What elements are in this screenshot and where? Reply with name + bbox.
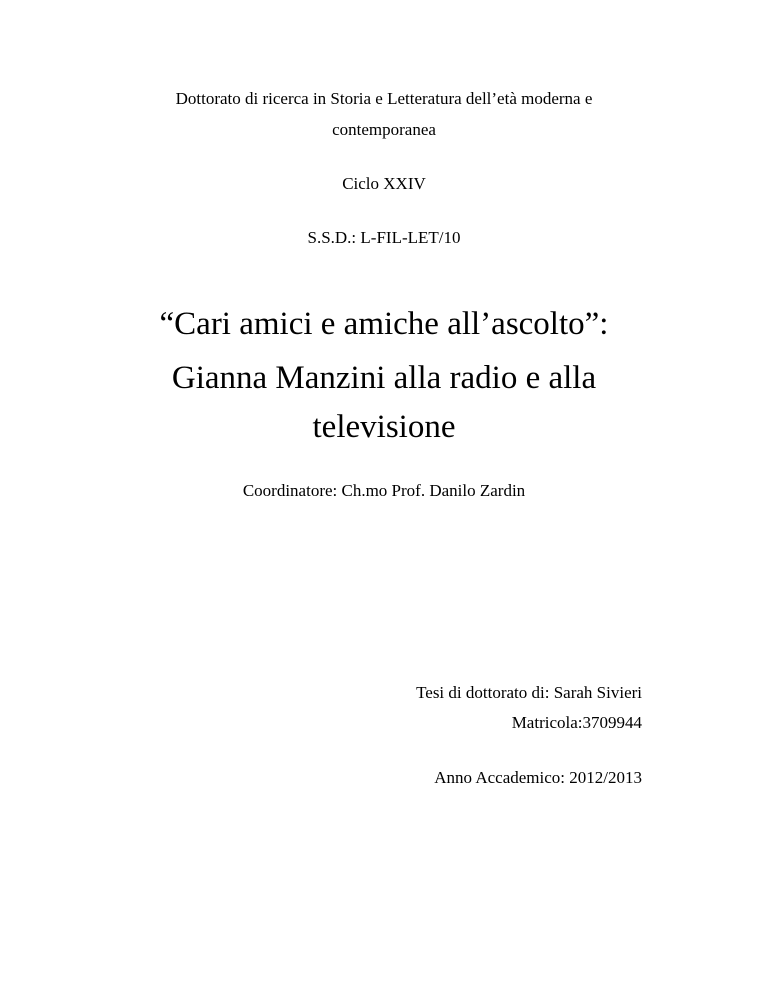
- coordinator-label: Coordinatore: Ch.mo Prof. Danilo Zardin: [242, 481, 526, 500]
- program-line-2: contemporanea: [332, 120, 436, 139]
- ssd-label: S.S.D.: L-FIL-LET/10: [307, 228, 461, 247]
- program-line-1: Dottorato di ricerca in Storia e Letteratura dell’età moderna e: [175, 89, 593, 108]
- academic-year-label: Anno Accademico: 2012/2013: [434, 768, 642, 787]
- thesis-title-line-2: Gianna Manzini alla radio e alla: [171, 360, 597, 396]
- cycle-label: Ciclo XXIV: [342, 174, 426, 193]
- thesis-title-line-3: televisione: [312, 409, 456, 445]
- matricola-label: Matricola:3709944: [511, 713, 642, 732]
- thesis-author: Tesi di dottorato di: Sarah Sivieri: [416, 683, 642, 702]
- thesis-title-line-1: “Cari amici e amiche all’ascolto”:: [159, 306, 609, 342]
